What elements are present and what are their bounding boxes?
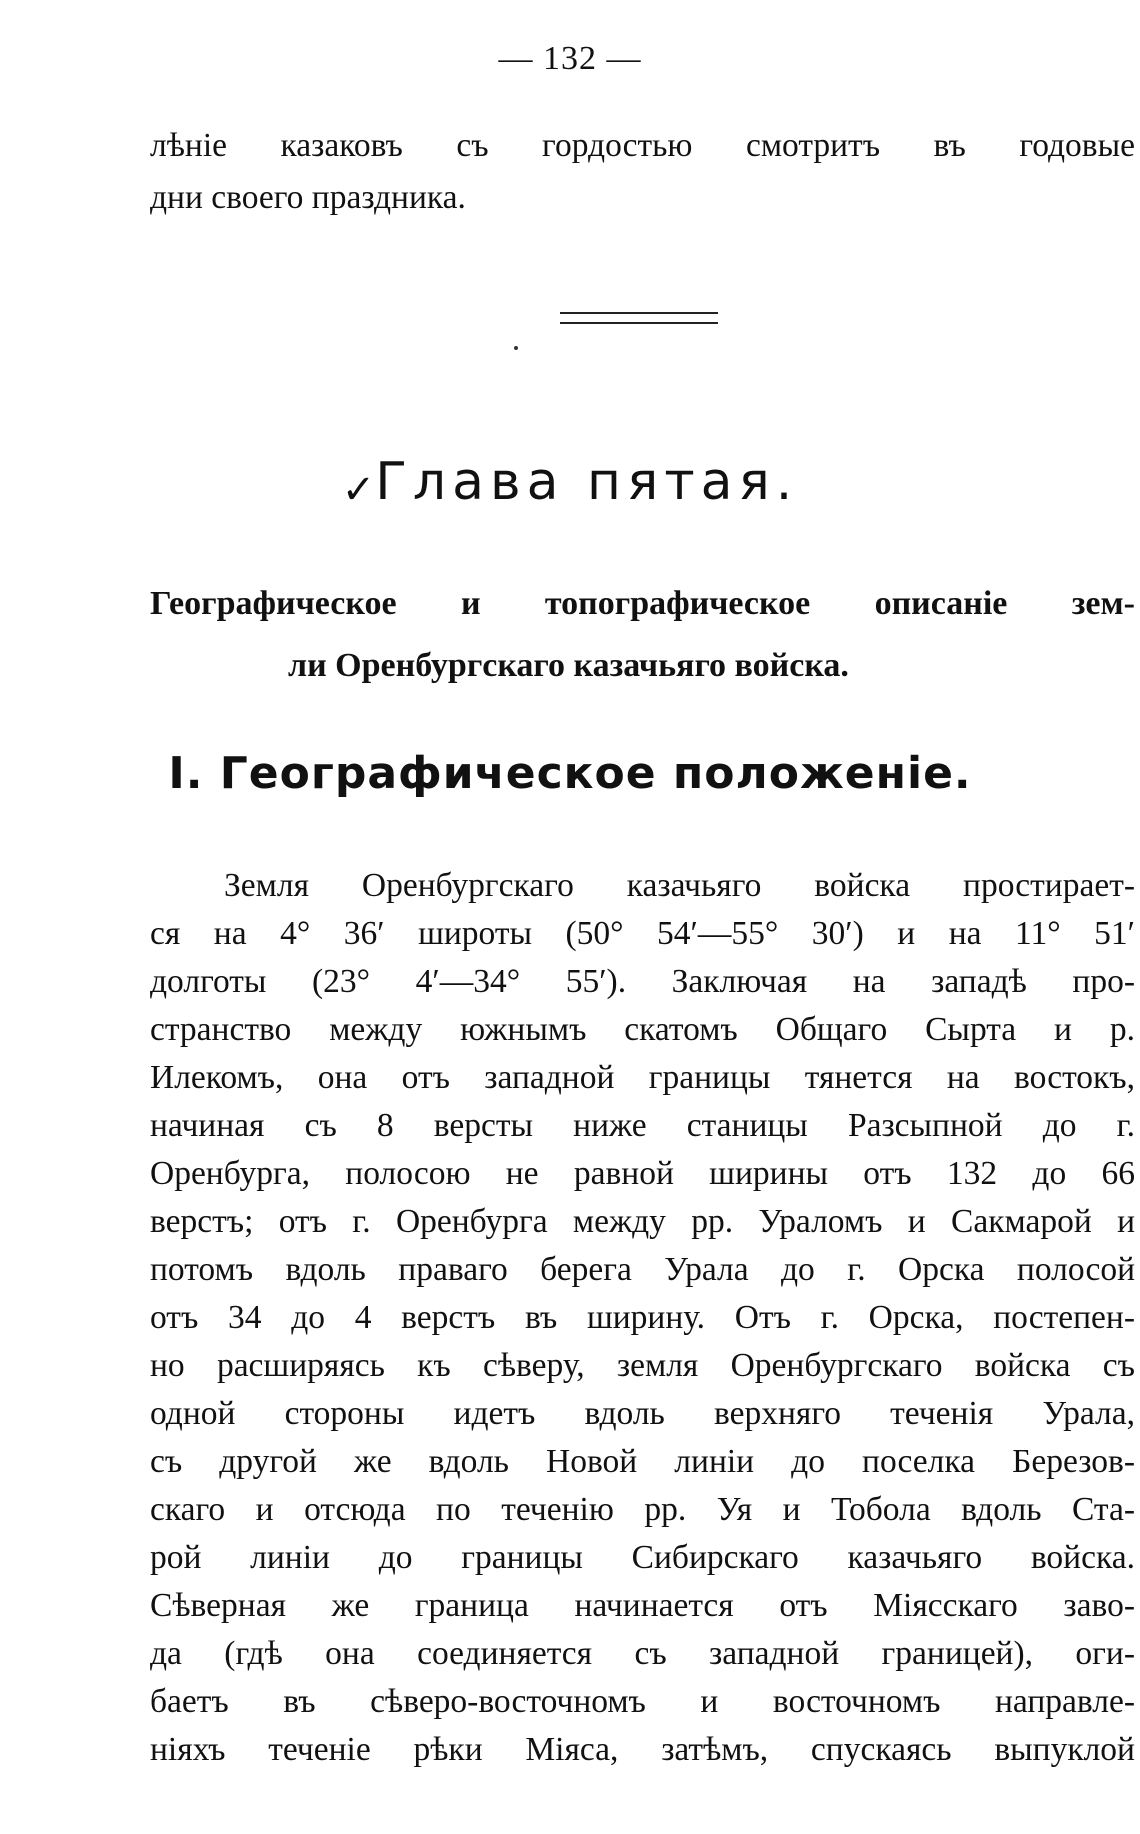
body-line: потомъ вдоль праваго берега Урала до г. Орска полосой [150, 1251, 1135, 1288]
print-speck [514, 346, 518, 350]
body-line: ся на 4° 36′ широты (50° 54′—55° 30′) и на 11° 51′ [150, 915, 1135, 952]
continuation-line: лѣніе казаковъ съ гордостью смотритъ въ годовые [150, 127, 1135, 164]
check-mark-icon: ✓ [341, 467, 376, 513]
body-line: верстъ; отъ г. Оренбурга между рр. Ураломъ и Сакмарой и [150, 1203, 1135, 1240]
body-line: начиная съ 8 версты ниже станицы Разсыпной до г. [150, 1107, 1135, 1144]
body-line: Оренбурга, полосою не равной ширины отъ 132 до 66 [150, 1155, 1135, 1192]
page-number: — 132 — [498, 40, 642, 77]
body-line: съ другой же вдоль Новой линіи до поселка Березов- [150, 1443, 1135, 1480]
body-line: Илекомъ, она отъ западной границы тянется на востокъ, [150, 1059, 1135, 1096]
continuation-line: дни своего праздника. [150, 179, 466, 216]
body-line: скаго и отсюда по теченію рр. Уя и Тобола вдоль Ста- [150, 1491, 1135, 1528]
body-line: рой линіи до границы Сибирскаго казачьяго войска. [150, 1539, 1135, 1576]
body-line: странство между южнымъ скатомъ Общаго Сырта и р. [150, 1011, 1135, 1048]
chapter-subtitle-line: Географическое и топографическое описаніе зем- [150, 585, 1135, 622]
chapter-title: ✓Глава пятая. [341, 452, 799, 513]
body-line: одной стороны идетъ вдоль верхняго теченія Урала, [150, 1395, 1135, 1432]
body-line: Земля Оренбургскаго казачьяго войска простирает- [224, 867, 1135, 904]
body-line: но расширяясь къ сѣверу, земля Оренбургскаго войска съ [150, 1347, 1135, 1384]
chapter-subtitle-line: ли Оренбургскаго казачьяго войска. [288, 647, 849, 684]
body-line: да (гдѣ она соединяется съ западной границей), оги- [150, 1635, 1135, 1672]
body-line: отъ 34 до 4 верстъ въ ширину. Отъ г. Орска, постепен- [150, 1299, 1135, 1336]
section-heading: I. Географическое положеніе. [168, 748, 972, 799]
section-divider [560, 312, 718, 324]
body-line: ніяхъ теченіе рѣки Міяса, затѣмъ, спускаясь выпуклой [150, 1731, 1135, 1768]
body-line: долготы (23° 4′—34° 55′). Заключая на западѣ про- [150, 963, 1135, 1000]
body-line: баетъ въ сѣверо-восточномъ и восточномъ направле- [150, 1683, 1135, 1720]
body-line: Сѣверная же граница начинается отъ Міясскаго заво- [150, 1587, 1135, 1624]
